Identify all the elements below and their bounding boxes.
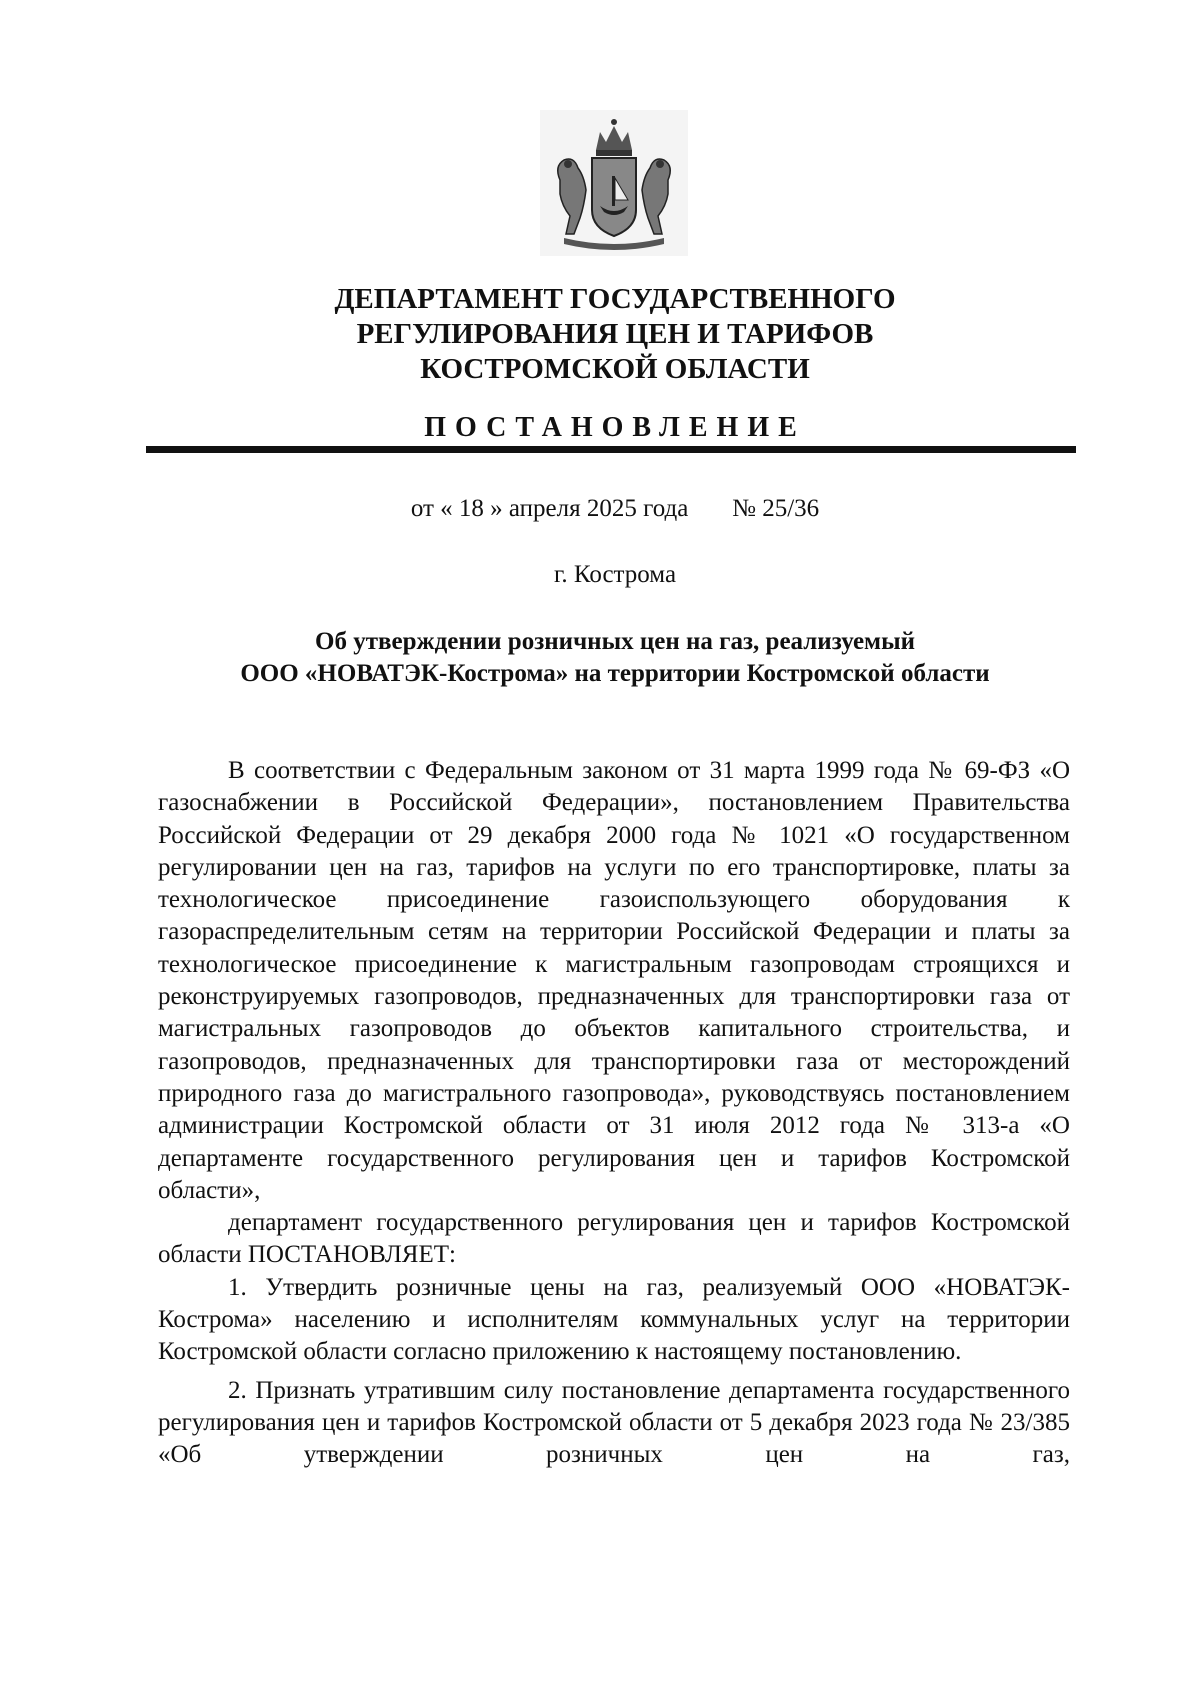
date-number-line — [150, 495, 1080, 523]
preamble-paragraph: В соответствии с Федеральным законом от 31 марта 1999 года № 69-ФЗ «О газоснабжении в Российской Федерации», постановлением Правительства Российской Федерации от 29 декабря 2000 года № 1021 «О государственном регулировании цен на газ, тарифов на услуги по его транспортировке, платы за технологическое присоединение газоиспользующего оборудования к газораспределительным сетям на территории Российской Федерации и платы за технологическое присоединение к магистральным газопроводам строящихся и реконструируемых газопроводов, предназначенных для транспортировки газа от магистральных газопроводов до объектов капитального строительства, и газопроводов, предназначенных для транспортировки газа от месторождений природного газа до магистрального газопровода», руководствуясь постановлением администрации Костромской области от 31 июля 2012 года № 313-а «О департаменте государственного регулирования цен и тарифов Костромской области», — [158, 757, 1070, 1204]
title-line-2: ООО «НОВАТЭК-Кострома» на территории Костромской области — [240, 660, 990, 687]
document-city: г. Кострома — [553, 561, 677, 588]
document-date: от « 18 » апреля 2025 года — [410, 495, 689, 522]
department-line-1: ДЕПАРТАМЕНТ ГОСУДАРСТВЕННОГО — [334, 283, 896, 315]
item-2-paragraph: 2. Признать утратившим силу постановление департамента государственного регулирования цен и тарифов Костромской области от 5 декабря 2023 года № 23/385 «Об утверждении розничных цен на газ, — [158, 1376, 1070, 1469]
department-line-2: РЕГУЛИРОВАНИЯ ЦЕН И ТАРИФОВ — [356, 318, 874, 350]
header-divider — [146, 446, 1076, 453]
department-line-3: КОСТРОМСКОЙ ОБЛАСТИ — [420, 353, 810, 385]
kostroma-coat-of-arms-icon — [540, 110, 688, 256]
document-title — [150, 626, 1080, 690]
document-body — [158, 755, 1070, 1472]
document-number: № 25/36 — [732, 495, 820, 522]
item-1-paragraph: 1. Утвердить розничные цены на газ, реализуемый ООО «НОВАТЭК-Кострома» населению и исполнителям коммунальных услуг на территории Костромской области согласно приложению к настоящему постановлению. — [158, 1273, 1070, 1366]
title-line-1: Об утверждении розничных цен на газ, реализуемый — [315, 628, 915, 655]
document-type: ПОСТАНОВЛЕНИЕ — [424, 412, 806, 443]
resolves-paragraph: департамент государственного регулирования цен и тарифов Костромской области ПОСТАНОВЛЯЕТ: — [158, 1209, 1070, 1269]
department-name — [150, 282, 1080, 387]
